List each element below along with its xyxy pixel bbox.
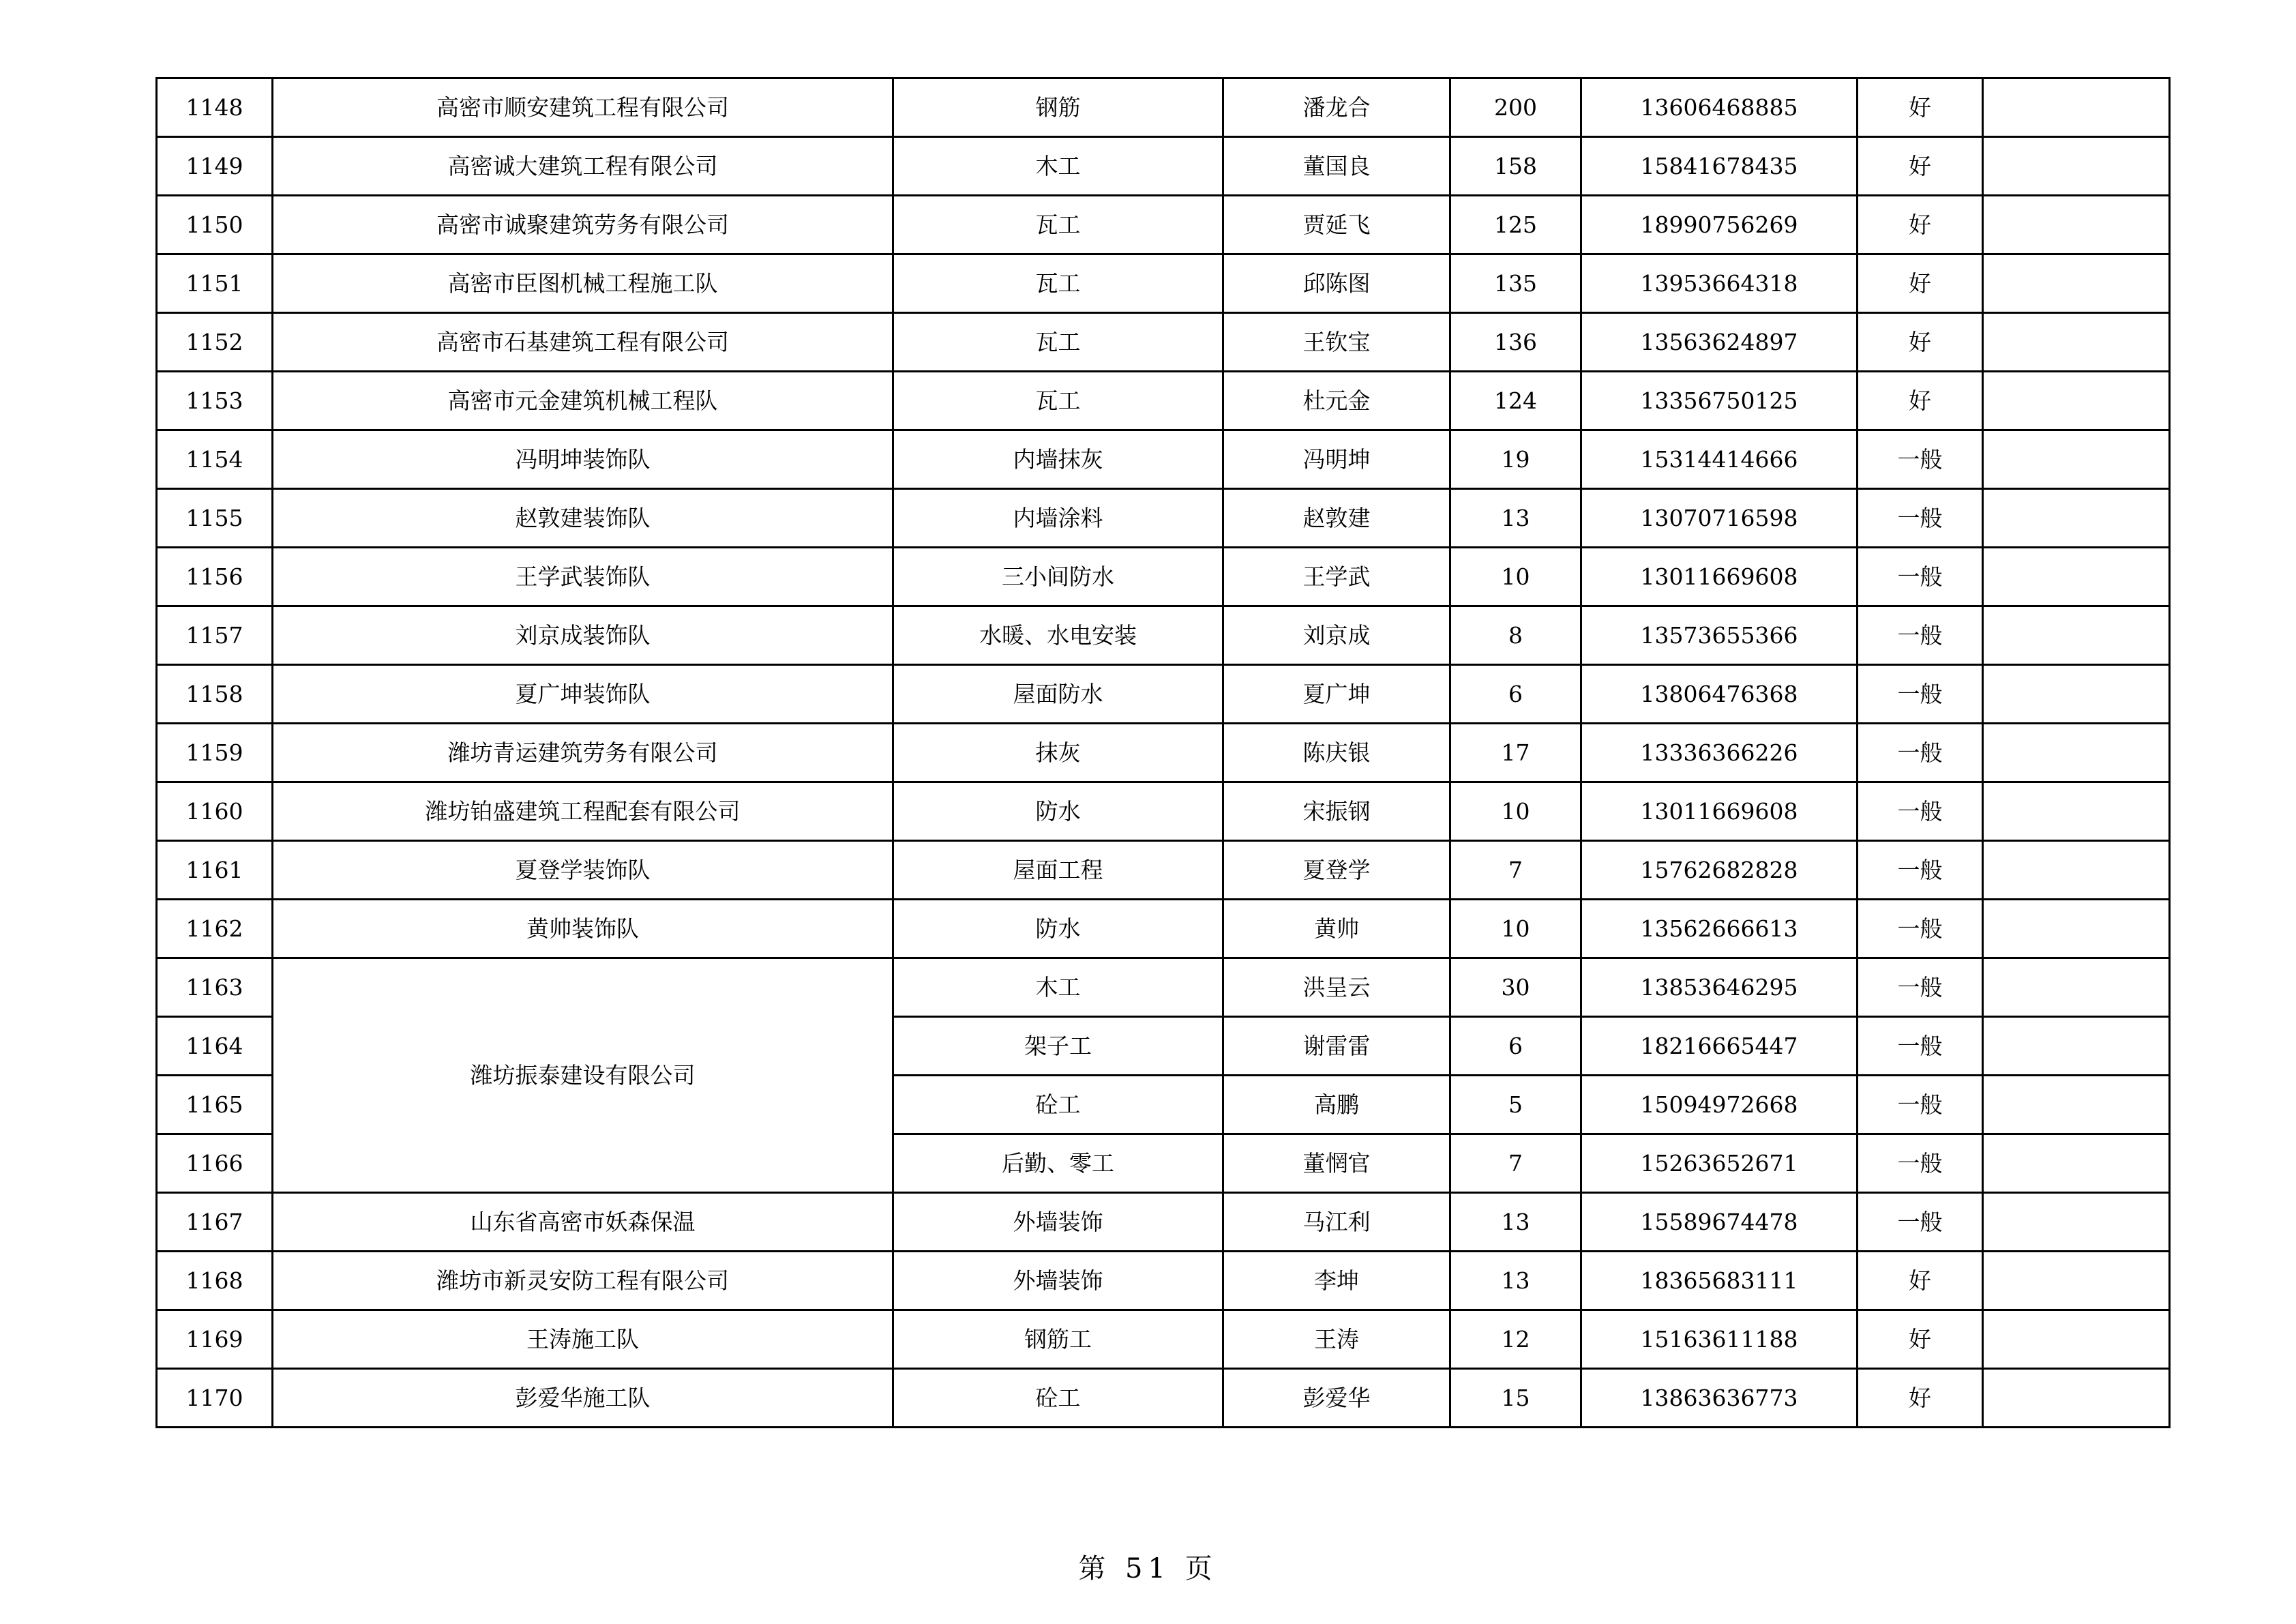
table-row bbox=[157, 137, 2170, 196]
rating-cell: 一般 bbox=[1858, 958, 1983, 1017]
table-row bbox=[157, 841, 2170, 900]
rating-cell: 好 bbox=[1858, 313, 1983, 372]
row-number-cell: 1159 bbox=[157, 724, 273, 782]
worker-count-cell: 136 bbox=[1450, 313, 1581, 372]
rating-cell: 好 bbox=[1858, 1369, 1983, 1428]
company-name-cell: 高密诚大建筑工程有限公司 bbox=[273, 137, 893, 196]
remark-cell bbox=[1983, 841, 2170, 900]
trade-type-cell: 瓦工 bbox=[893, 254, 1223, 313]
row-number-cell: 1158 bbox=[157, 665, 273, 724]
worker-count-cell: 6 bbox=[1450, 1017, 1581, 1076]
rating-cell: 一般 bbox=[1858, 1017, 1983, 1076]
table-row bbox=[157, 548, 2170, 606]
remark-cell bbox=[1983, 958, 2170, 1017]
rating-cell: 一般 bbox=[1858, 548, 1983, 606]
worker-count-cell: 13 bbox=[1450, 489, 1581, 548]
leader-name-cell: 邱陈图 bbox=[1223, 254, 1450, 313]
company-name-cell: 潍坊振泰建设有限公司 bbox=[273, 958, 893, 1193]
row-number-cell: 1154 bbox=[157, 430, 273, 489]
rating-cell: 一般 bbox=[1858, 665, 1983, 724]
leader-name-cell: 夏登学 bbox=[1223, 841, 1450, 900]
trade-type-cell: 砼工 bbox=[893, 1076, 1223, 1134]
table-row bbox=[157, 1252, 2170, 1310]
phone-number-cell: 15263652671 bbox=[1581, 1134, 1858, 1193]
worker-count-cell: 15 bbox=[1450, 1369, 1581, 1428]
row-number-cell: 1152 bbox=[157, 313, 273, 372]
remark-cell bbox=[1983, 665, 2170, 724]
phone-number-cell: 13336366226 bbox=[1581, 724, 1858, 782]
trade-type-cell: 抹灰 bbox=[893, 724, 1223, 782]
remark-cell bbox=[1983, 78, 2170, 137]
table-row bbox=[157, 606, 2170, 665]
leader-name-cell: 赵敦建 bbox=[1223, 489, 1450, 548]
rating-cell: 一般 bbox=[1858, 782, 1983, 841]
phone-number-cell: 18365683111 bbox=[1581, 1252, 1858, 1310]
trade-type-cell: 防水 bbox=[893, 900, 1223, 958]
rating-cell: 好 bbox=[1858, 78, 1983, 137]
trade-type-cell: 屋面防水 bbox=[893, 665, 1223, 724]
company-name-cell: 王涛施工队 bbox=[273, 1310, 893, 1369]
rating-cell: 好 bbox=[1858, 1310, 1983, 1369]
company-name-cell: 夏登学装饰队 bbox=[273, 841, 893, 900]
trade-type-cell: 钢筋工 bbox=[893, 1310, 1223, 1369]
row-number-cell: 1149 bbox=[157, 137, 273, 196]
phone-number-cell: 13563624897 bbox=[1581, 313, 1858, 372]
leader-name-cell: 杜元金 bbox=[1223, 372, 1450, 430]
phone-number-cell: 15094972668 bbox=[1581, 1076, 1858, 1134]
table-row bbox=[157, 196, 2170, 254]
worker-count-cell: 8 bbox=[1450, 606, 1581, 665]
phone-number-cell: 13573655366 bbox=[1581, 606, 1858, 665]
worker-count-cell: 17 bbox=[1450, 724, 1581, 782]
company-name-cell: 刘京成装饰队 bbox=[273, 606, 893, 665]
company-name-cell: 冯明坤装饰队 bbox=[273, 430, 893, 489]
trade-type-cell: 瓦工 bbox=[893, 313, 1223, 372]
trade-type-cell: 木工 bbox=[893, 137, 1223, 196]
trade-type-cell: 内墙抹灰 bbox=[893, 430, 1223, 489]
rating-cell: 好 bbox=[1858, 254, 1983, 313]
row-number-cell: 1166 bbox=[157, 1134, 273, 1193]
table-row bbox=[157, 313, 2170, 372]
company-name-cell: 山东省高密市妖森保温 bbox=[273, 1193, 893, 1252]
leader-name-cell: 谢雷雷 bbox=[1223, 1017, 1450, 1076]
company-name-cell: 潍坊青运建筑劳务有限公司 bbox=[273, 724, 893, 782]
row-number-cell: 1160 bbox=[157, 782, 273, 841]
worker-count-cell: 5 bbox=[1450, 1076, 1581, 1134]
row-number-cell: 1163 bbox=[157, 958, 273, 1017]
row-number-cell: 1161 bbox=[157, 841, 273, 900]
company-name-cell: 夏广坤装饰队 bbox=[273, 665, 893, 724]
remark-cell bbox=[1983, 1369, 2170, 1428]
phone-number-cell: 15314414666 bbox=[1581, 430, 1858, 489]
table-row bbox=[157, 724, 2170, 782]
trade-type-cell: 瓦工 bbox=[893, 372, 1223, 430]
rating-cell: 一般 bbox=[1858, 841, 1983, 900]
remark-cell bbox=[1983, 489, 2170, 548]
remark-cell bbox=[1983, 1252, 2170, 1310]
phone-number-cell: 15589674478 bbox=[1581, 1193, 1858, 1252]
worker-count-cell: 19 bbox=[1450, 430, 1581, 489]
phone-number-cell: 13853646295 bbox=[1581, 958, 1858, 1017]
table-row bbox=[157, 665, 2170, 724]
row-number-cell: 1167 bbox=[157, 1193, 273, 1252]
phone-number-cell: 15762682828 bbox=[1581, 841, 1858, 900]
leader-name-cell: 冯明坤 bbox=[1223, 430, 1450, 489]
trade-type-cell: 水暖、水电安装 bbox=[893, 606, 1223, 665]
leader-name-cell: 高鹏 bbox=[1223, 1076, 1450, 1134]
phone-number-cell: 15841678435 bbox=[1581, 137, 1858, 196]
company-name-cell: 潍坊铂盛建筑工程配套有限公司 bbox=[273, 782, 893, 841]
leader-name-cell: 黄帅 bbox=[1223, 900, 1450, 958]
remark-cell bbox=[1983, 313, 2170, 372]
worker-count-cell: 10 bbox=[1450, 548, 1581, 606]
worker-count-cell: 200 bbox=[1450, 78, 1581, 137]
company-name-cell: 高密市石基建筑工程有限公司 bbox=[273, 313, 893, 372]
rating-cell: 好 bbox=[1858, 1252, 1983, 1310]
contractor-table bbox=[155, 77, 2171, 1428]
worker-count-cell: 12 bbox=[1450, 1310, 1581, 1369]
company-name-cell: 潍坊市新灵安防工程有限公司 bbox=[273, 1252, 893, 1310]
worker-count-cell: 6 bbox=[1450, 665, 1581, 724]
remark-cell bbox=[1983, 1076, 2170, 1134]
remark-cell bbox=[1983, 548, 2170, 606]
remark-cell bbox=[1983, 1134, 2170, 1193]
row-number-cell: 1162 bbox=[157, 900, 273, 958]
worker-count-cell: 7 bbox=[1450, 1134, 1581, 1193]
leader-name-cell: 彭爱华 bbox=[1223, 1369, 1450, 1428]
leader-name-cell: 王涛 bbox=[1223, 1310, 1450, 1369]
rating-cell: 一般 bbox=[1858, 900, 1983, 958]
table-row bbox=[157, 430, 2170, 489]
rating-cell: 一般 bbox=[1858, 430, 1983, 489]
row-number-cell: 1148 bbox=[157, 78, 273, 137]
rating-cell: 好 bbox=[1858, 372, 1983, 430]
row-number-cell: 1155 bbox=[157, 489, 273, 548]
table-row bbox=[157, 782, 2170, 841]
leader-name-cell: 夏广坤 bbox=[1223, 665, 1450, 724]
table-row bbox=[157, 1310, 2170, 1369]
leader-name-cell: 潘龙合 bbox=[1223, 78, 1450, 137]
company-name-cell: 王学武装饰队 bbox=[273, 548, 893, 606]
leader-name-cell: 马江利 bbox=[1223, 1193, 1450, 1252]
trade-type-cell: 三小间防水 bbox=[893, 548, 1223, 606]
rating-cell: 一般 bbox=[1858, 1076, 1983, 1134]
remark-cell bbox=[1983, 254, 2170, 313]
remark-cell bbox=[1983, 430, 2170, 489]
phone-number-cell: 13070716598 bbox=[1581, 489, 1858, 548]
remark-cell bbox=[1983, 1017, 2170, 1076]
worker-count-cell: 158 bbox=[1450, 137, 1581, 196]
row-number-cell: 1165 bbox=[157, 1076, 273, 1134]
worker-count-cell: 13 bbox=[1450, 1193, 1581, 1252]
row-number-cell: 1151 bbox=[157, 254, 273, 313]
trade-type-cell: 后勤、零工 bbox=[893, 1134, 1223, 1193]
row-number-cell: 1169 bbox=[157, 1310, 273, 1369]
leader-name-cell: 王学武 bbox=[1223, 548, 1450, 606]
phone-number-cell: 13806476368 bbox=[1581, 665, 1858, 724]
leader-name-cell: 王钦宝 bbox=[1223, 313, 1450, 372]
trade-type-cell: 防水 bbox=[893, 782, 1223, 841]
remark-cell bbox=[1983, 137, 2170, 196]
company-name-cell: 黄帅装饰队 bbox=[273, 900, 893, 958]
table-row bbox=[157, 254, 2170, 313]
leader-name-cell: 宋振钢 bbox=[1223, 782, 1450, 841]
phone-number-cell: 18990756269 bbox=[1581, 196, 1858, 254]
company-name-cell: 赵敦建装饰队 bbox=[273, 489, 893, 548]
remark-cell bbox=[1983, 782, 2170, 841]
trade-type-cell: 屋面工程 bbox=[893, 841, 1223, 900]
phone-number-cell: 13011669608 bbox=[1581, 548, 1858, 606]
row-number-cell: 1150 bbox=[157, 196, 273, 254]
company-name-cell: 高密市诚聚建筑劳务有限公司 bbox=[273, 196, 893, 254]
leader-name-cell: 贾延飞 bbox=[1223, 196, 1450, 254]
worker-count-cell: 7 bbox=[1450, 841, 1581, 900]
leader-name-cell: 刘京成 bbox=[1223, 606, 1450, 665]
leader-name-cell: 洪呈云 bbox=[1223, 958, 1450, 1017]
trade-type-cell: 钢筋 bbox=[893, 78, 1223, 137]
phone-number-cell: 18216665447 bbox=[1581, 1017, 1858, 1076]
worker-count-cell: 13 bbox=[1450, 1252, 1581, 1310]
rating-cell: 好 bbox=[1858, 196, 1983, 254]
table-row bbox=[157, 1369, 2170, 1428]
remark-cell bbox=[1983, 900, 2170, 958]
table-row bbox=[157, 372, 2170, 430]
phone-number-cell: 13606468885 bbox=[1581, 78, 1858, 137]
leader-name-cell: 董国良 bbox=[1223, 137, 1450, 196]
rating-cell: 一般 bbox=[1858, 489, 1983, 548]
worker-count-cell: 135 bbox=[1450, 254, 1581, 313]
remark-cell bbox=[1983, 1193, 2170, 1252]
table-row bbox=[157, 1193, 2170, 1252]
rating-cell: 一般 bbox=[1858, 724, 1983, 782]
row-number-cell: 1153 bbox=[157, 372, 273, 430]
phone-number-cell: 13011669608 bbox=[1581, 782, 1858, 841]
phone-number-cell: 13356750125 bbox=[1581, 372, 1858, 430]
table-row bbox=[157, 489, 2170, 548]
remark-cell bbox=[1983, 372, 2170, 430]
worker-count-cell: 10 bbox=[1450, 782, 1581, 841]
leader-name-cell: 董惘官 bbox=[1223, 1134, 1450, 1193]
trade-type-cell: 外墙装饰 bbox=[893, 1193, 1223, 1252]
remark-cell bbox=[1983, 1310, 2170, 1369]
leader-name-cell: 陈庆银 bbox=[1223, 724, 1450, 782]
row-number-cell: 1164 bbox=[157, 1017, 273, 1076]
remark-cell bbox=[1983, 196, 2170, 254]
trade-type-cell: 内墙涂料 bbox=[893, 489, 1223, 548]
trade-type-cell: 架子工 bbox=[893, 1017, 1223, 1076]
rating-cell: 一般 bbox=[1858, 1193, 1983, 1252]
trade-type-cell: 外墙装饰 bbox=[893, 1252, 1223, 1310]
company-name-cell: 高密市顺安建筑工程有限公司 bbox=[273, 78, 893, 137]
rating-cell: 一般 bbox=[1858, 1134, 1983, 1193]
row-number-cell: 1168 bbox=[157, 1252, 273, 1310]
phone-number-cell: 13953664318 bbox=[1581, 254, 1858, 313]
remark-cell bbox=[1983, 724, 2170, 782]
worker-count-cell: 124 bbox=[1450, 372, 1581, 430]
row-number-cell: 1157 bbox=[157, 606, 273, 665]
table-row bbox=[157, 958, 2170, 1017]
phone-number-cell: 13562666613 bbox=[1581, 900, 1858, 958]
trade-type-cell: 瓦工 bbox=[893, 196, 1223, 254]
company-name-cell: 高密市臣图机械工程施工队 bbox=[273, 254, 893, 313]
rating-cell: 好 bbox=[1858, 137, 1983, 196]
worker-count-cell: 30 bbox=[1450, 958, 1581, 1017]
company-name-cell: 高密市元金建筑机械工程队 bbox=[273, 372, 893, 430]
trade-type-cell: 砼工 bbox=[893, 1369, 1223, 1428]
table-row bbox=[157, 900, 2170, 958]
leader-name-cell: 李坤 bbox=[1223, 1252, 1450, 1310]
company-name-cell: 彭爱华施工队 bbox=[273, 1369, 893, 1428]
table-row bbox=[157, 78, 2170, 137]
row-number-cell: 1170 bbox=[157, 1369, 273, 1428]
worker-count-cell: 10 bbox=[1450, 900, 1581, 958]
rating-cell: 一般 bbox=[1858, 606, 1983, 665]
page-number: 第 51 页 bbox=[1078, 1553, 1218, 1584]
row-number-cell: 1156 bbox=[157, 548, 273, 606]
phone-number-cell: 13863636773 bbox=[1581, 1369, 1858, 1428]
table-body bbox=[157, 78, 2170, 1428]
remark-cell bbox=[1983, 606, 2170, 665]
phone-number-cell: 15163611188 bbox=[1581, 1310, 1858, 1369]
trade-type-cell: 木工 bbox=[893, 958, 1223, 1017]
worker-count-cell: 125 bbox=[1450, 196, 1581, 254]
